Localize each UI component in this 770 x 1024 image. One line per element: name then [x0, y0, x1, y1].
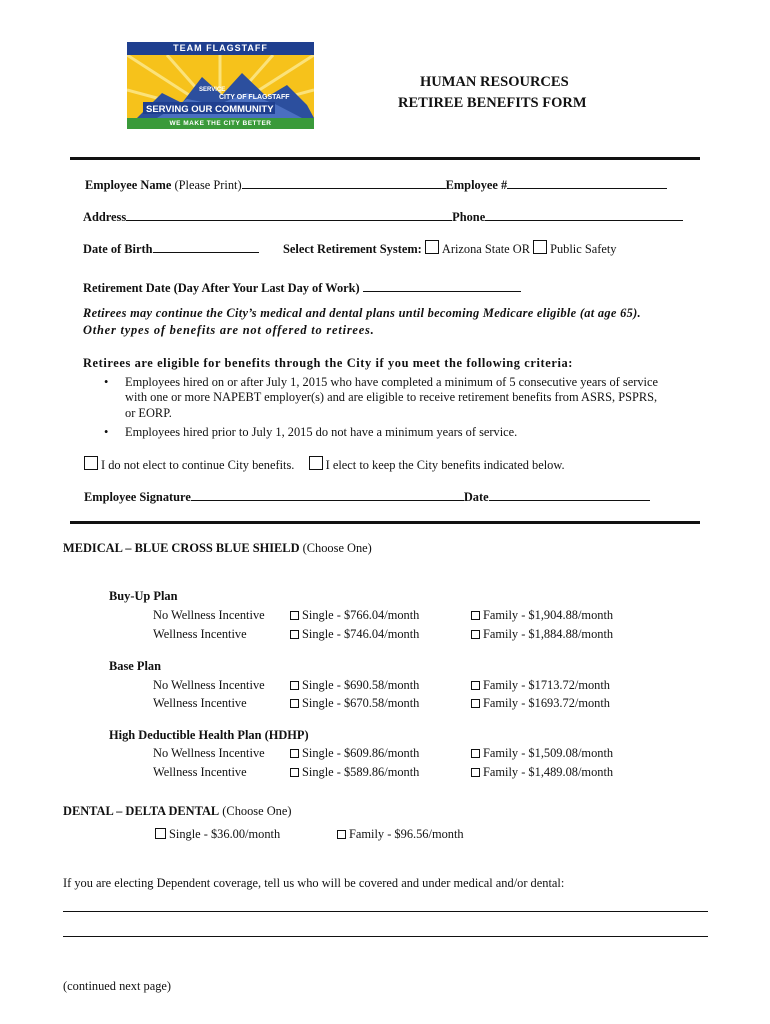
- phone-field[interactable]: [485, 208, 683, 221]
- please-print-note: (Please Print): [174, 178, 242, 192]
- medical-choose-note: (Choose One): [302, 541, 372, 555]
- signature-label: Employee Signature: [84, 490, 191, 504]
- checkbox-icon[interactable]: [337, 830, 346, 839]
- opt-in-label: I elect to keep the City benefits indicated below.: [325, 458, 565, 472]
- option-label: Family - $1,904.88/month: [483, 608, 614, 622]
- plan-option-single[interactable]: [290, 696, 419, 711]
- option-label: Single - $36.00/month: [169, 827, 281, 841]
- plan-option-single[interactable]: [290, 746, 419, 761]
- plan-row-label: No Wellness Incentive: [153, 608, 265, 622]
- plan-option-single[interactable]: [290, 678, 419, 693]
- public-safety-label: Public Safety: [550, 242, 617, 256]
- bullet-2-icon: •: [104, 425, 109, 439]
- checkbox-icon[interactable]: [290, 749, 299, 758]
- notice-line-2: Other types of benefits are not offered to retirees.: [83, 323, 375, 337]
- checkbox-icon[interactable]: [471, 611, 480, 620]
- arizona-state-label: Arizona State OR: [441, 242, 530, 256]
- plan-row-label: Wellness Incentive: [153, 765, 247, 779]
- criteria-bullet-1-line-3: or EORP.: [125, 406, 172, 420]
- plan-option-single[interactable]: [290, 608, 419, 623]
- address-row: [83, 208, 683, 225]
- dental-option-family[interactable]: [337, 827, 464, 842]
- plan-row-label: Wellness Incentive: [153, 696, 247, 710]
- signature-field[interactable]: [191, 488, 464, 501]
- plan-option-family[interactable]: [471, 746, 613, 761]
- option-label: Single - $690.58/month: [302, 678, 420, 692]
- checkbox-icon[interactable]: [471, 699, 480, 708]
- option-label: Family - $1,884.88/month: [483, 627, 614, 641]
- retirement-date-label: Retirement Date (Day After Your Last Day of Work): [83, 281, 360, 295]
- criteria-bullet-2: Employees hired prior to July 1, 2015 do not have a minimum years of service.: [125, 425, 518, 439]
- phone-label: Phone: [452, 210, 486, 224]
- dental-heading: DENTAL – DELTA DENTAL: [63, 804, 220, 818]
- checkbox-icon[interactable]: [471, 630, 480, 639]
- employee-name-row: [85, 176, 667, 193]
- dependents-prompt: If you are electing Dependent coverage, tell us who will be covered and under medical and/or dental:: [63, 876, 565, 890]
- option-label: Family - $96.56/month: [349, 827, 464, 841]
- checkbox-icon[interactable]: [290, 611, 299, 620]
- employee-number-field[interactable]: [507, 176, 667, 189]
- retirement-system-row: [283, 240, 617, 257]
- dental-choose-note: (Choose One): [222, 804, 292, 818]
- opt-out-label: I do not elect to continue City benefits.: [101, 458, 295, 472]
- dependents-line-2[interactable]: [63, 936, 708, 937]
- checkbox-icon[interactable]: [290, 630, 299, 639]
- plan-row-label: No Wellness Incentive: [153, 746, 265, 760]
- plan-option-family[interactable]: [471, 696, 610, 711]
- logo-service-text: SERVICE: [199, 87, 226, 93]
- address-label: Address: [83, 210, 127, 224]
- header-department: HUMAN RESOURCES: [420, 74, 569, 90]
- option-label: Single - $670.58/month: [302, 696, 420, 710]
- dob-label: Date of Birth: [83, 242, 153, 256]
- option-label: Family - $1693.72/month: [483, 696, 611, 710]
- logo-serving-text: SERVING OUR COMMUNITY: [146, 104, 274, 115]
- checkbox-icon[interactable]: [290, 768, 299, 777]
- employee-number-label: Employee #: [445, 178, 508, 192]
- election-row: [84, 456, 565, 473]
- arizona-state-checkbox[interactable]: [425, 240, 439, 254]
- plan-option-single[interactable]: [290, 765, 419, 780]
- bullet-1-icon: •: [104, 375, 109, 389]
- logo-city-text: CITY OF FLAGSTAFF: [219, 94, 290, 101]
- checkbox-icon[interactable]: [471, 681, 480, 690]
- middle-rule: [70, 521, 700, 524]
- checkbox-icon[interactable]: [290, 699, 299, 708]
- checkbox-icon[interactable]: [155, 828, 166, 839]
- logo-top-banner: TEAM FLAGSTAFF: [127, 42, 314, 55]
- option-label: Single - $746.04/month: [302, 627, 420, 641]
- continued-note: (continued next page): [63, 979, 172, 993]
- address-field[interactable]: [126, 208, 452, 221]
- dental-heading-row: [63, 804, 291, 819]
- top-rule: [70, 157, 700, 160]
- plan-option-family[interactable]: [471, 608, 613, 623]
- plan-option-family[interactable]: [471, 678, 610, 693]
- page-title: RETIREE BENEFITS FORM: [398, 95, 587, 111]
- plan-row-label: Wellness Incentive: [153, 627, 247, 641]
- option-label: Family - $1713.72/month: [483, 678, 611, 692]
- option-label: Single - $609.86/month: [302, 746, 420, 760]
- option-label: Family - $1,489.08/month: [483, 765, 614, 779]
- plan-name-hdhp: High Deductible Health Plan (HDHP): [109, 728, 309, 742]
- logo-graphic: [127, 55, 314, 118]
- checkbox-icon[interactable]: [471, 768, 480, 777]
- plan-row-label: No Wellness Incentive: [153, 678, 265, 692]
- plan-option-single[interactable]: [290, 627, 419, 642]
- public-safety-checkbox[interactable]: [533, 240, 547, 254]
- checkbox-icon[interactable]: [471, 749, 480, 758]
- signature-row: [84, 488, 650, 505]
- retirement-date-field[interactable]: [363, 279, 521, 292]
- plan-name-buy-up: Buy-Up Plan: [109, 589, 178, 603]
- opt-in-checkbox[interactable]: [309, 456, 323, 470]
- dependents-line-1[interactable]: [63, 911, 708, 912]
- employee-name-field[interactable]: [242, 176, 446, 189]
- plan-name-base: Base Plan: [109, 659, 161, 673]
- employee-name-label: Employee Name: [85, 178, 172, 192]
- select-system-label: Select Retirement System:: [283, 242, 422, 256]
- checkbox-icon[interactable]: [290, 681, 299, 690]
- criteria-heading: Retirees are eligible for benefits through the City if you meet the following criteria:: [83, 356, 574, 370]
- medical-heading-row: [63, 541, 372, 556]
- date-field[interactable]: [489, 488, 650, 501]
- option-label: Single - $589.86/month: [302, 765, 420, 779]
- opt-out-checkbox[interactable]: [84, 456, 98, 470]
- criteria-bullet-1-line-2: with one or more NAPEBT employer(s) and are eligible to receive retirement benefits from ASRS, PSPRS,: [125, 390, 658, 404]
- retirement-date-row: [83, 279, 521, 296]
- option-label: Family - $1,509.08/month: [483, 746, 614, 760]
- dob-row: [83, 240, 259, 257]
- notice-line-1: Retirees may continue the City’s medical and dental plans until becoming Medicare eligible (at age 65).: [83, 306, 641, 320]
- plan-option-family[interactable]: [471, 627, 613, 642]
- plan-option-family[interactable]: [471, 765, 613, 780]
- dob-field[interactable]: [153, 240, 259, 253]
- medical-heading: MEDICAL – BLUE CROSS BLUE SHIELD: [63, 541, 300, 555]
- criteria-bullet-1-line-1: Employees hired on or after July 1, 2015 who have completed a minimum of 5 consecutive years of service: [125, 375, 658, 389]
- option-label: Single - $766.04/month: [302, 608, 420, 622]
- logo-bottom-banner: WE MAKE THE CITY BETTER: [127, 118, 314, 129]
- dental-option-single[interactable]: [155, 827, 280, 842]
- city-logo: [127, 42, 314, 129]
- date-label: Date: [463, 490, 489, 504]
- logo-sunburst-icon: [127, 55, 314, 118]
